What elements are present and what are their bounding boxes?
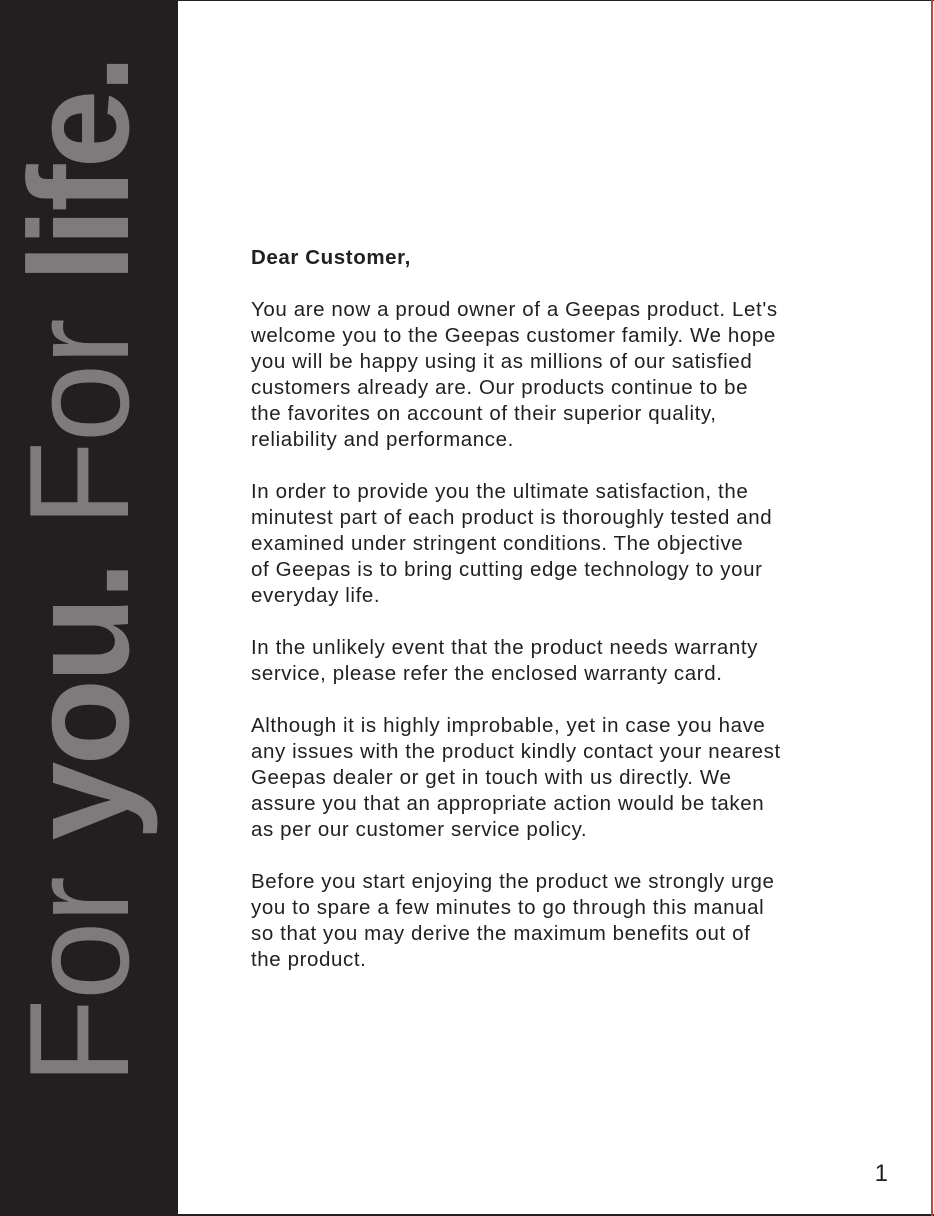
letter-line: minutest part of each product is thoroughly tested and	[251, 506, 773, 529]
letter-line: the product.	[251, 948, 367, 971]
letter-line: customers already are. Our products continue to be	[251, 376, 749, 399]
letter-paragraph-5	[251, 869, 881, 973]
letter-line: examined under stringent conditions. The objective	[251, 532, 744, 555]
letter-paragraph-1	[251, 297, 881, 453]
letter-line: Although it is highly improbable, yet in case you have	[251, 714, 766, 737]
brand-tagline	[0, 58, 159, 1085]
letter-line: so that you may derive the maximum benefits out of	[251, 922, 751, 945]
letter-line: reliability and performance.	[251, 428, 514, 451]
letter-greeting: Dear Customer,	[251, 246, 411, 269]
tagline-for-1: For	[0, 840, 159, 1085]
letter-line: any issues with the product kindly contact your nearest	[251, 740, 781, 763]
sidebar-band	[0, 0, 178, 1216]
letter-line: of Geepas is to bring cutting edge technology to your	[251, 558, 763, 581]
letter-paragraph-4	[251, 713, 881, 843]
welcome-letter	[251, 245, 881, 999]
letter-line: In order to provide you the ultimate satisfaction, the	[251, 480, 749, 503]
frame-top-border	[178, 0, 934, 1]
page-number: 1	[874, 1160, 888, 1187]
letter-line: everyday life.	[251, 584, 381, 607]
letter-line: Before you start enjoying the product we strongly urge	[251, 870, 775, 893]
tagline-you: you.	[0, 564, 159, 841]
letter-line: the favorites on account of their superior quality,	[251, 402, 717, 425]
letter-line: welcome you to the Geepas customer family. We hope	[251, 324, 776, 347]
letter-paragraph-2	[251, 479, 881, 609]
frame-right-border	[931, 0, 933, 1216]
letter-line: assure you that an appropriate action would be taken	[251, 792, 765, 815]
tagline-for-2: For	[0, 282, 159, 565]
letter-line: You are now a proud owner of a Geepas product. Let's	[251, 298, 778, 321]
letter-line: you will be happy using it as millions of our satisfied	[251, 350, 753, 373]
letter-line: Geepas dealer or get in touch with us directly. We	[251, 766, 732, 789]
tagline-life: life.	[0, 58, 159, 283]
letter-line: In the unlikely event that the product needs warranty	[251, 636, 759, 659]
letter-paragraph-3	[251, 635, 881, 687]
letter-line: you to spare a few minutes to go through this manual	[251, 896, 765, 919]
letter-line: service, please refer the enclosed warranty card.	[251, 662, 723, 685]
letter-line: as per our customer service policy.	[251, 818, 588, 841]
